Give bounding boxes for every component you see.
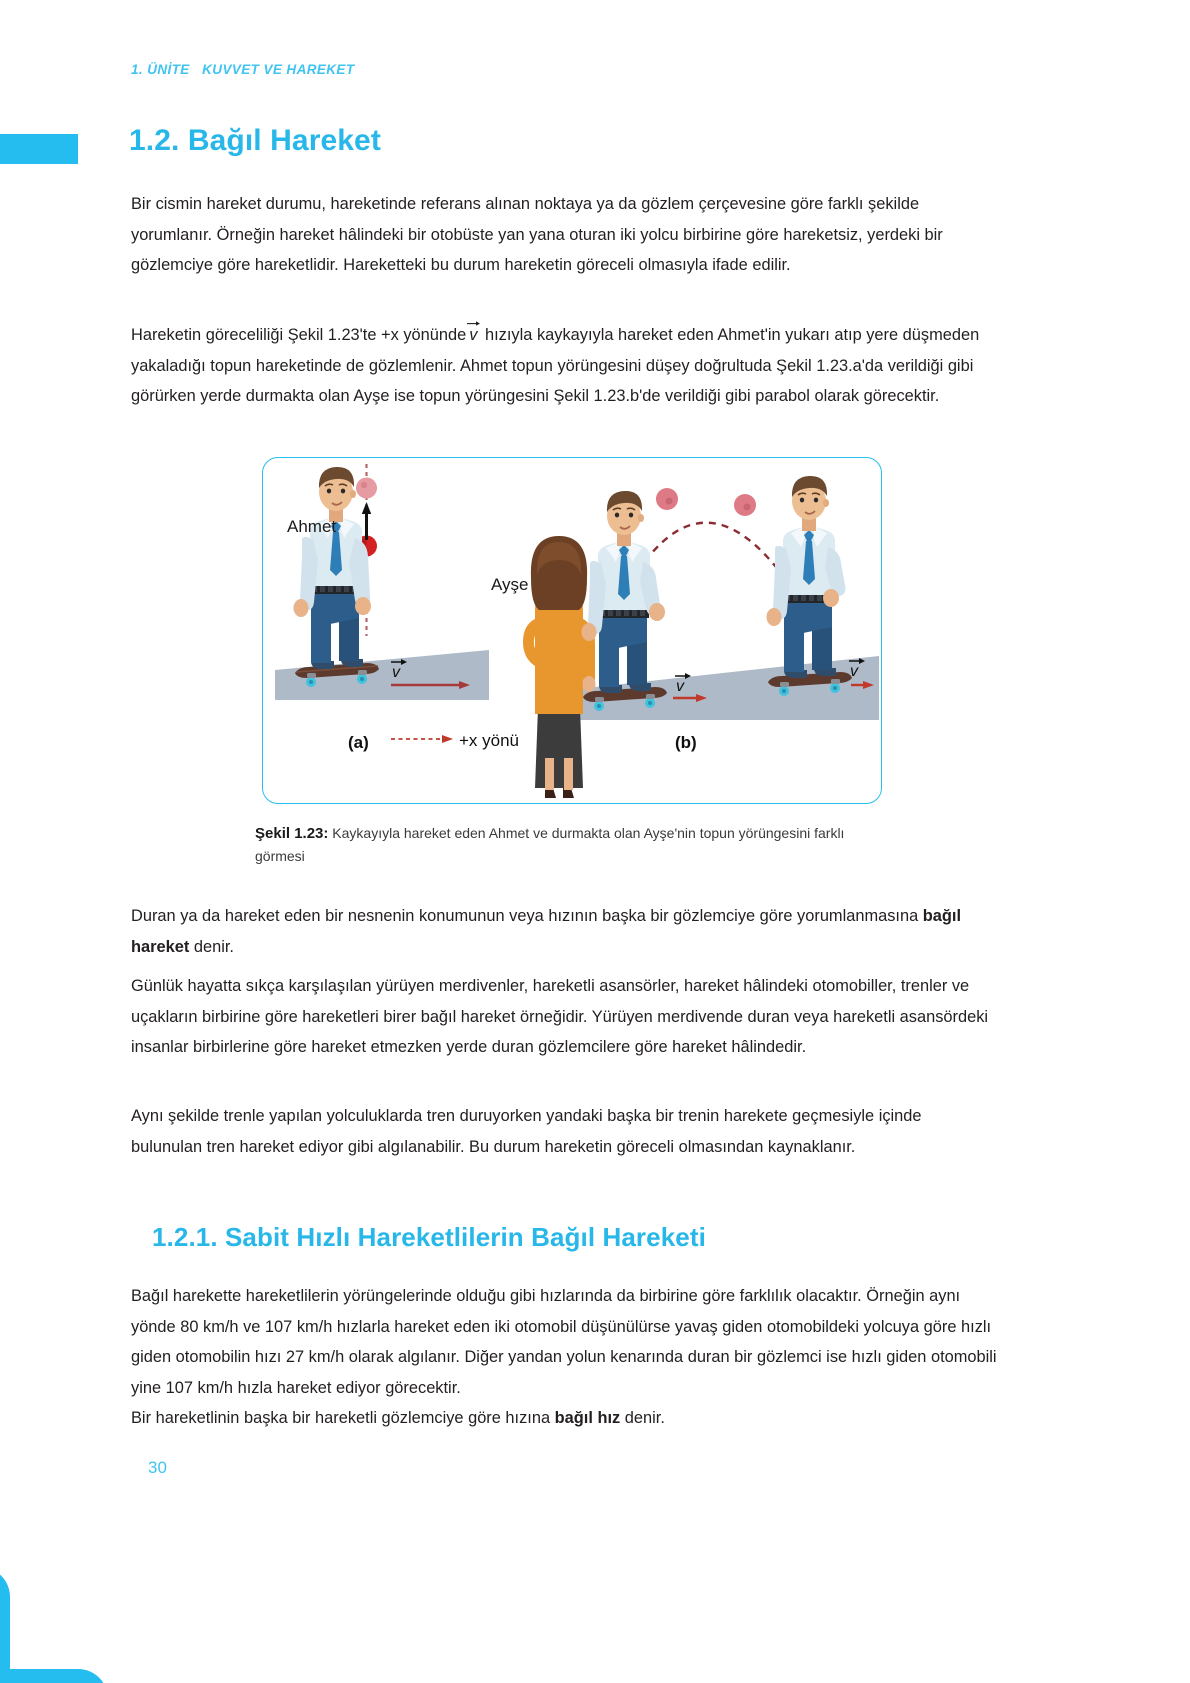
hand-ahmet-a: [355, 597, 371, 615]
term-bagil-hareket: bağıl hareket: [131, 907, 962, 956]
hand-ahmet-b2: [823, 589, 839, 607]
svg-text:v: v: [676, 678, 684, 695]
ball-faded-a: [356, 478, 377, 499]
corner-decoration-horizontal: [0, 1669, 108, 1683]
paragraph-definition-a: Duran ya da hareket eden bir nesnenin konumunun veya hızının başka bir gözlemciye göre yorumlanmasına: [131, 907, 919, 925]
hand-ahmet-b1: [649, 603, 665, 621]
label-panel-a: (a): [348, 733, 369, 752]
paragraph-relative-speed-end: denir.: [624, 1409, 665, 1427]
term-bagil-hiz: bağıl hız: [554, 1409, 621, 1427]
label-ayse: Ayşe: [491, 575, 529, 594]
page-number: 30: [148, 1458, 167, 1477]
vector-arrow-icon: [467, 319, 478, 326]
paragraph-relativity: [131, 320, 997, 412]
corner-decoration-vertical: [0, 1567, 10, 1683]
figure-illustration: [263, 458, 879, 801]
label-ahmet: Ahmet: [287, 517, 337, 536]
person-ayse: [523, 536, 596, 798]
paragraph-relativity-text-b: hızıyla kaykayıyla hareket eden Ahmet'in yukarı atıp yere düşmeden yakaladığı topun hareketinde de gözlemlenir. Ahmet topun yörüngesini düşey doğrultuda Şekil 1.23.a'da verildiği gibi görürken yerde durmakta olan Ayşe ise topun yörüngesini Şekil 1.23.b'de verildiği gibi parabol olarak görecektir.: [131, 326, 980, 405]
paragraph-intro: [131, 189, 997, 281]
page-title: 1.2. Bağıl Hareket: [129, 124, 381, 157]
unit-color-tab: [0, 134, 78, 164]
subsection-title: 1.2.1. Sabit Hızlı Hareketlilerin Bağıl Hareketi: [152, 1222, 706, 1252]
paragraph-definition: [131, 901, 997, 962]
throw-arrow-a: [362, 502, 371, 540]
label-x-direction: +x yönü: [459, 731, 520, 750]
paragraph-intro-text: Bir cismin hareket durumu, hareketinde referans alınan noktaya ya da gözlem çerçevesine göre farklı şekilde yorumlanır. Örneğin hareket hâlindeki bir otobüste yan yana oturan iki yolcu birbirine göre hareketsiz, yerdeki bir gözlemciye göre hareketlidir. Hareketteki bu durum hareketin göreceli olmasıyla ifade edilir.: [131, 195, 943, 274]
paragraph-definition-b: denir.: [193, 937, 234, 956]
running-head: 1. ÜNİTE KUVVET VE HAREKET: [131, 62, 355, 77]
label-panel-b: (b): [675, 733, 697, 752]
svg-text:v: v: [850, 663, 858, 680]
paragraph-examples-text: Günlük hayatta sıkça karşılaşılan yürüyen merdivenler, hareketli asansörler, hareket hâlindeki otomobiller, trenler ve uçakların birbirine göre hareketleri birer bağıl hareket örneğidir. Yürüyen merdivende duran veya hareketli asansördeki insanlar birbirlerine göre hareket etmezken yerde duran gözlemcilere göre hareket hâlindedir.: [131, 977, 989, 1056]
vector-v-letter: v: [469, 326, 478, 344]
paragraph-train-text: Aynı şekilde trenle yapılan yolculuklarda tren duruyorken yandaki başka bir trenin harekete geçmesiyle içinde bulunulan tren hareket ediyor gibi algılanabilir. Bu durum hareketin göreceli olmasından kaynaklanır.: [131, 1107, 922, 1156]
paragraph-train: [131, 1101, 997, 1162]
paragraph-relative-speed-a: Bağıl harekette hareketlilerin yörüngelerinde olduğu gibi hızlarında da birbirine göre farklılık olacaktır. Örneğin aynı yönde 80 km/h ve 107 km/h hızlarla hareket eden iki otomobil düşünülürse yavaş giden otomobildeki yolcuya göre hızlı giden otomobilin hızı 27 km/h olarak algılanır. Diğer yandan yolun kenarında duran bir gözlemci ise hızlı giden otomobili yine 107 km/h hızla hareket ediyor görecektir.: [131, 1287, 997, 1397]
figure-caption-label: Şekil 1.23:: [255, 825, 329, 842]
vector-v-inline: [466, 320, 480, 351]
svg-text:v: v: [392, 664, 400, 681]
figure-caption: [255, 822, 885, 867]
figure-caption-text: Kaykayıyla hareket eden Ahmet ve durmakta olan Ayşe'nin topun yörüngesini farklı görmesi: [255, 825, 845, 864]
paragraph-examples: [131, 971, 997, 1063]
paragraph-relative-speed: [131, 1281, 997, 1434]
figure-1-23: [262, 457, 882, 804]
x-direction-arrow: [391, 735, 453, 743]
corner-decoration: [0, 1567, 108, 1683]
paragraph-relativity-text-a: Hareketin göreceliliği Şekil 1.23'te +x yönünde: [131, 326, 467, 344]
paragraph-relative-speed-line: Bir hareketlinin başka bir hareketli gözlemciye göre hızına: [131, 1409, 551, 1427]
ball-highlight-a: [361, 482, 367, 488]
